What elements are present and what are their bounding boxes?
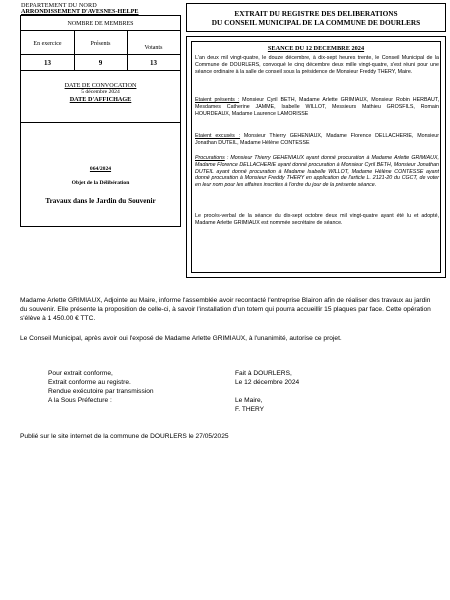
presents-text: Monsieur Cyril BETH, Madame Arlette GRIMIAUX, Monsieur Robin HERBAUT, Mesdames Catherine JAMME, Isabelle WILLOT, Messieurs Mathieu GROSFILS, Romain HOURDEAUX, Madame Laurence LAMORISSE [195,97,439,117]
procurations-label: Procurations [195,155,225,161]
procurations-paragraph [195,155,439,189]
members-box [20,15,181,227]
sig-left-line-1: Pour extrait conforme, [48,370,113,377]
sig-left-line-3: Rendue exécutoire par transmission [48,388,154,395]
objet-label: Objet de la Délibération [71,180,130,186]
value-votants: 13 [150,59,157,67]
extract-title-box [186,3,446,32]
sig-right-line-4: F. THERY [235,406,265,413]
presents-label: Etaient présents : [195,97,240,103]
sig-right-line-2: Le 12 décembre 2024 [235,379,300,386]
extract-title-line2: DU CONSEIL MUNICIPAL DE LA COMMUNE DE DOURLERS [211,18,421,27]
extract-title-line1: EXTRAIT DU REGISTRE DES DELIBERATIONS [234,9,398,18]
procurations-text: : Monsieur Thierry GEHENIAUX ayant donné procuration à Madame Arlette GRIMIAUX, Madame Florence DELLACHERIE ayant donné procuration à Monsieur Cyril BETH, Monsieur Jonathan DUTEIL ayant donné procuration à Madame Isabelle WILLOT, Madame Hélène CONTESSE ayant donné procuration à Monsieur Freddy THERY en application de l'article L. 2121-20 du CGCT, de voter en leur nom pour les affaires inscrites à l'ordre du jour de la présente séance. [195,155,439,189]
convocation-label: DATE DE CONVOCATION [64,82,137,89]
value-presents: 9 [98,59,103,67]
presents-paragraph [195,97,439,117]
arrondissement-label: ARRONDISSEMENT D'AVESNES-HELPE [21,8,139,15]
session-box [186,36,446,278]
excuses-text: Monsieur Thierry GEHENIAUX, Madame Florence DELLACHERIE, Monsieur Jonathan DUTEIL, Madame Hélène CONTESSE [195,133,439,146]
col-label-presents: Présents [90,41,111,47]
body-paragraph-2: Le Conseil Municipal, après avoir oui l'exposé de Madame Arlette GRIMIAUX, à l'unanimité, autorise ce projet. [20,335,342,342]
publication-notice: Publié sur le site internet de la commune de DOURLERS le 27/05/2025 [20,433,229,440]
sig-left-line-2: Extrait conforme au registre. [48,379,131,386]
proces-verbal-paragraph: Le procès-verbal de la séance du dix-sept octobre deux mil vingt-quatre ayant été lu et adopté, Madame Arlette GRIMIAUX est nommée secrétaire de séance. [195,213,439,226]
excuses-label: Etaient excusés : [195,133,241,139]
sig-right-line-3: Le Maire, [235,397,263,404]
affichage-label: DATE D'AFFICHAGE [69,96,132,103]
members-title: NOMBRE DE MEMBRES [67,21,134,27]
session-intro: L'an deux mil vingt-quatre, le douze décembre, à dix-sept heures trente, le Conseil Municipal de la Commune de DOURLERS, convoqué le cinq décembre deux mille vingt-quatre, s'est réuni pour une séance ordinaire à la salle de conseil sous la présidence de Monsieur Freddy THERY, Maire. [195,55,439,75]
body-paragraph-1: Madame Arlette GRIMIAUX, Adjointe au Maire, informe l'assemblée avoir recontacté l'entreprise Blairon afin de réaliser des travaux au jardin du souvenir. Elle présente la proposition de celle-ci, à savoir l'installation d'un totem qui pourra accueillir 15 plaques par face. Cette opération s'élève à 1 450.00 € TTC. [20,297,431,322]
convocation-date: 5 décembre 2024 [81,89,120,95]
objet-text: Travaux dans le Jardin du Souvenir [45,197,156,205]
value-en-exercice: 13 [44,59,51,67]
excuses-paragraph [195,133,439,147]
seance-heading: SEANCE DU 12 DECEMBRE 2024 [267,45,365,52]
sig-right-line-1: Fait à DOURLERS, [235,370,292,377]
deliberation-number: 064/2024 [89,166,112,172]
department-label: DEPARTEMENT DU NORD [21,2,97,9]
col-label-votants: Votants [144,45,163,51]
col-label-en-exercice: En exercice [33,41,62,47]
sig-left-line-4: A la Sous Préfecture : [48,397,112,404]
